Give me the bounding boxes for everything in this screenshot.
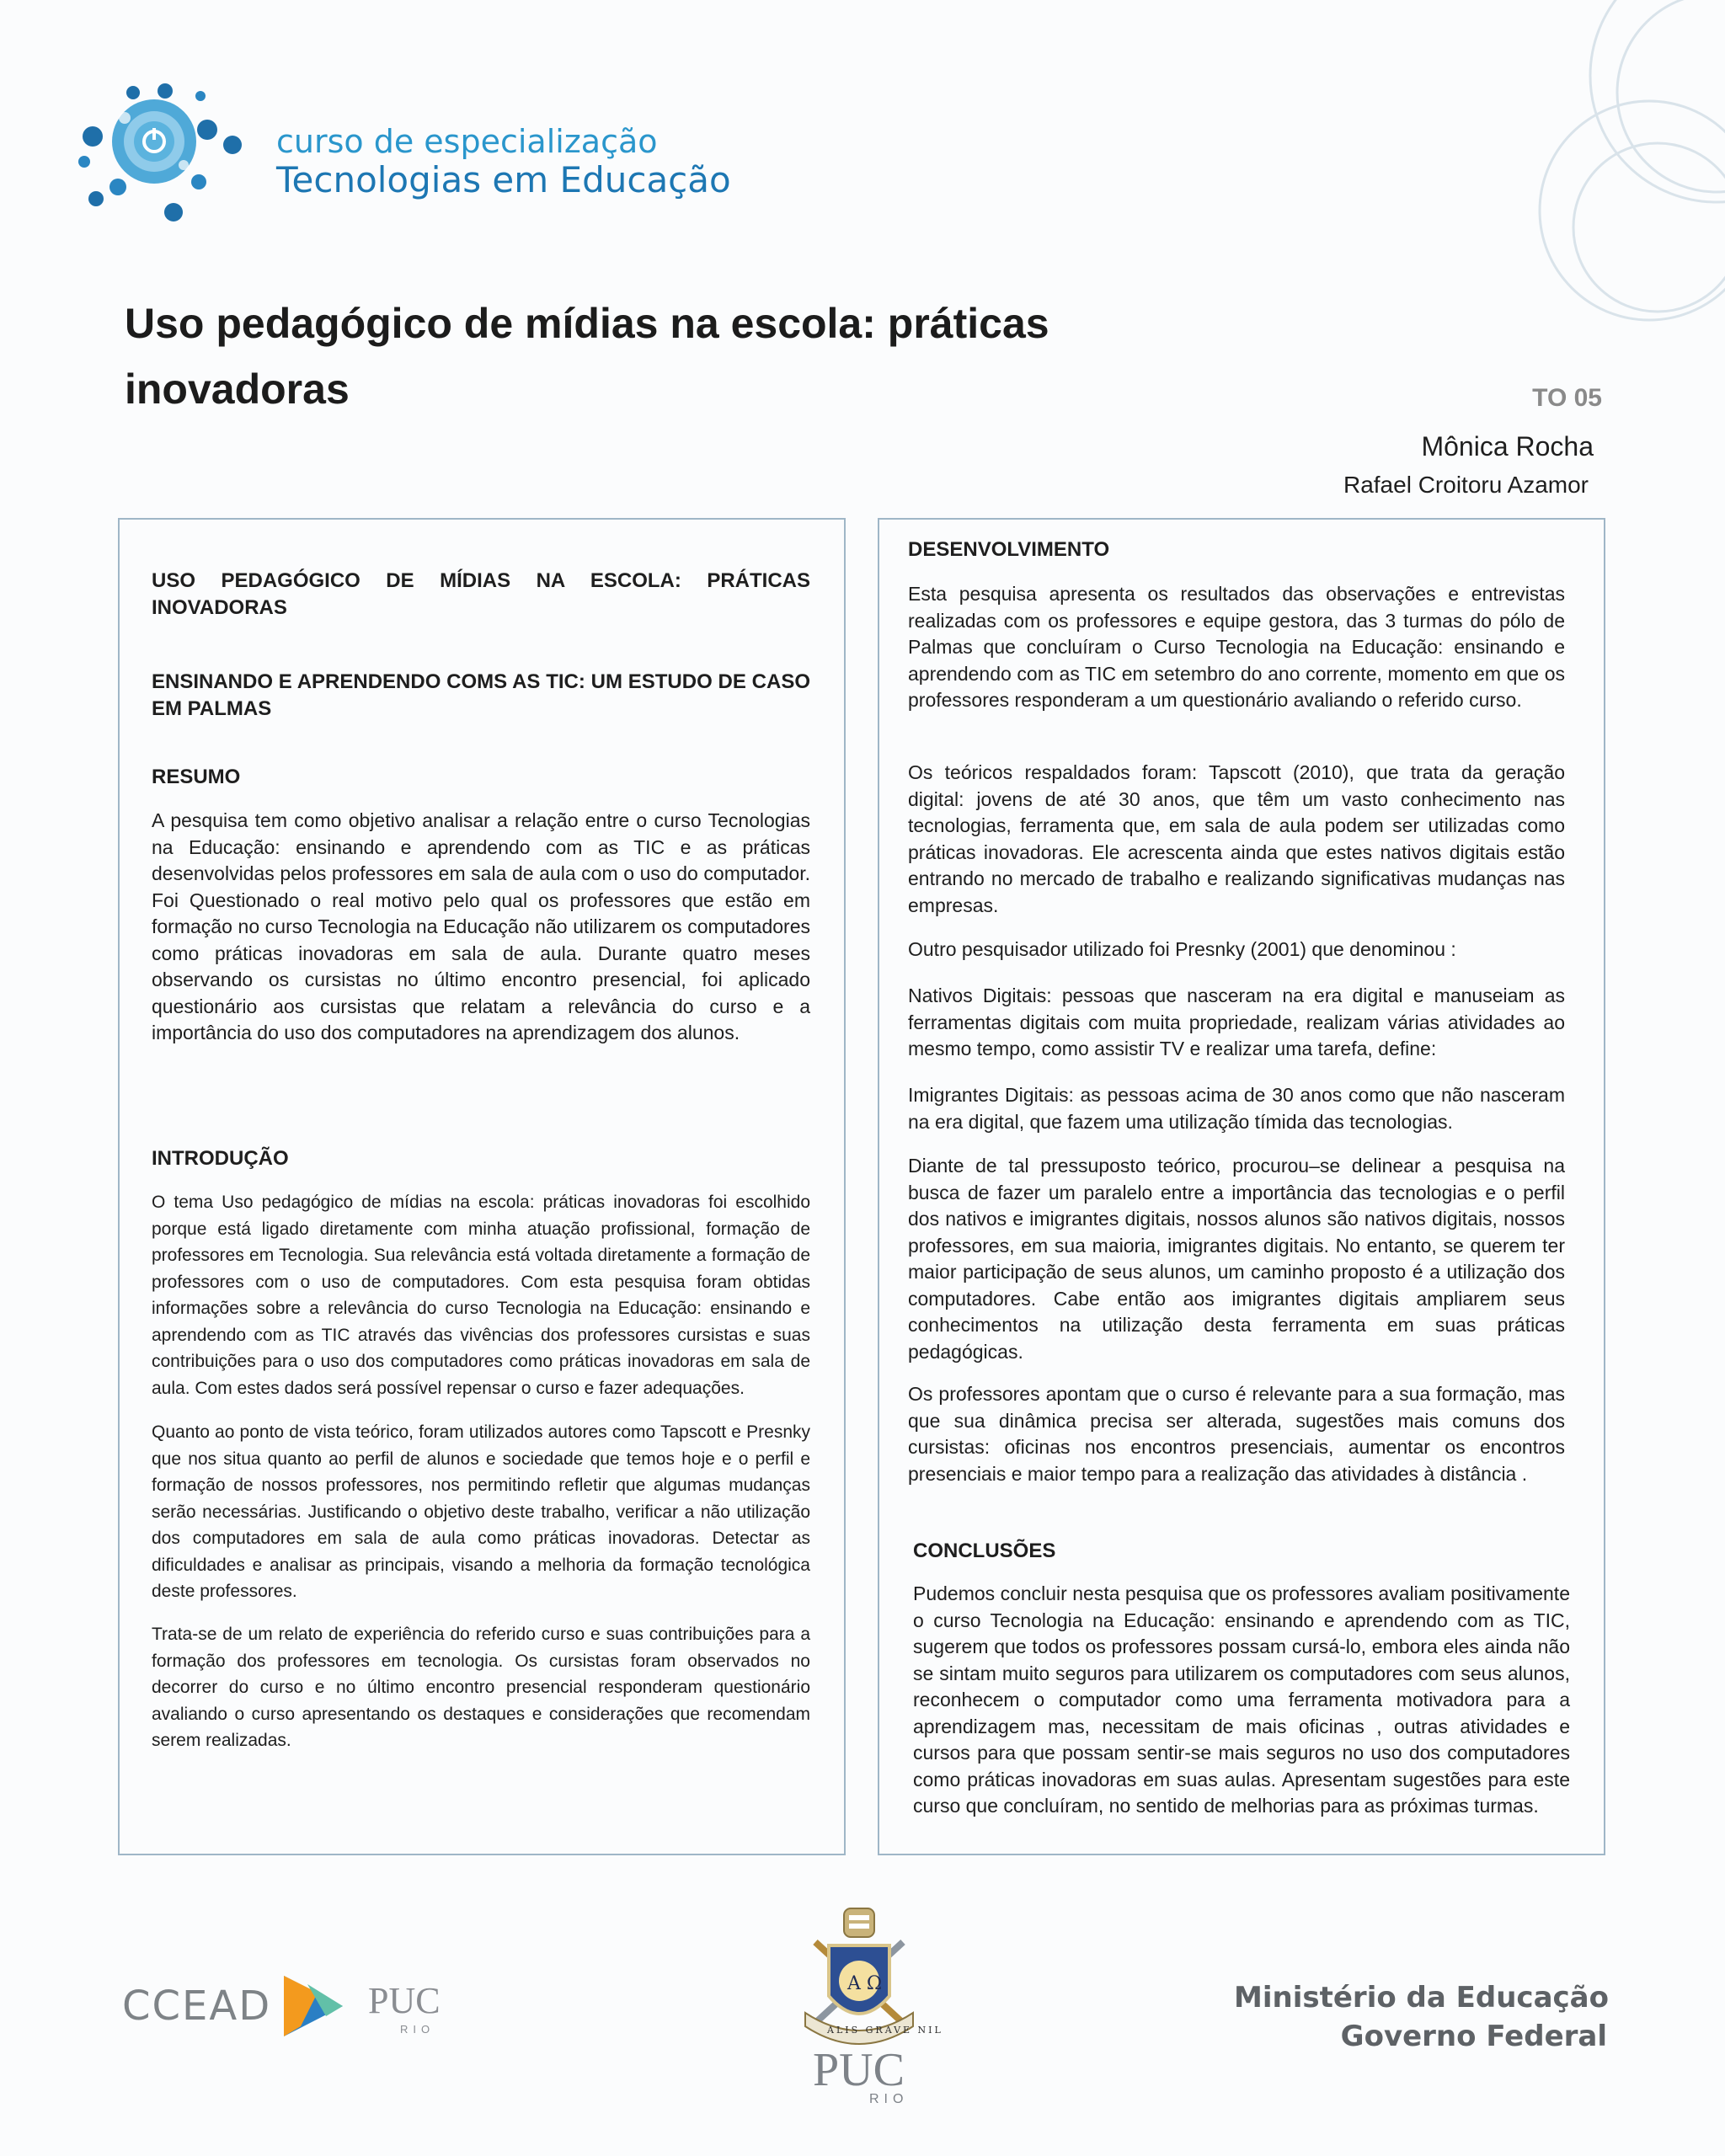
- desenvolvimento-title: DESENVOLVIMENTO: [908, 538, 1110, 561]
- governo-text: Governo Federal: [1340, 2020, 1607, 2053]
- introducao-paragraph-1: O tema Uso pedagógico de mídias na escola: práticas inovadoras foi escolhido porque está ligado diretamente com minha atuação profissional, formação de professores em Tecnologia. Sua relevância está voltada diretamente a formação de professores com o uso de computadores. Com esta pesquisa foram obtidas informações sobre a relevância do curso Tecnologia na Educação: ensinando e aprendendo com as TIC através das vivências dos professores cursistas e suas contribuições para o uso dos computadores como práticas inovadoras em sala de aula. Com estes dados será possível repensar o curso e fazer adequações.: [152, 1193, 810, 1398]
- desenvolvimento-paragraph-7: Os professores apontam que o curso é relevante para a sua formação, mas que sua dinâmica precisa ser alterada, sugestões mais comuns dos cursistas: oficinas nos encontros presenciais, aumentar os encontros presenciais e maior tempo para a realização das atividades à distância .: [908, 1383, 1565, 1485]
- course-logo-icon: [74, 81, 251, 232]
- resumo-text: A pesquisa tem como objetivo analisar a relação entre o curso Tecnologias na Educação: ensinando e aprendendo com as TIC e as práticas desenvolvidas pelos professores em sala de aula com o uso do computador. Foi Questionado o real motivo pelo qual os professores que estão em formação no curso Tecnologia na Educação não utilizarem os computadores como práticas inovadoras em sala de aula. Durante quatro meses observando os cursistas no último encontro presencial, foi aplicado questionário aos cursistas que relatam a relevância do curso e a importância do uso dos computadores na aprendizagem dos alunos.: [152, 809, 810, 1043]
- puc-big-rio: RIO: [869, 2092, 909, 2106]
- course-line1: curso de especialização: [276, 123, 658, 160]
- author-primary: Mônica Rocha: [1421, 431, 1594, 462]
- ccead-puc-logo: [122, 1964, 459, 2040]
- course-name: [276, 123, 731, 200]
- document-code: TO 05: [1532, 384, 1602, 412]
- conclusoes-title: CONCLUSÕES: [913, 1540, 1056, 1562]
- introducao-title: INTRODUÇÃO: [152, 1147, 289, 1170]
- resumo-title: RESUMO: [152, 766, 241, 788]
- desenvolvimento-paragraph-2: Os teóricos respaldados foram: Tapscott (2010), que trata da geração digital: jovens de até 30 anos, que têm um vasto conhecimento nas tecnologias, ferramenta que, em sala de aula podem ser utilizadas como práticas inovadoras. Ele acrescenta ainda que estes nativos digitais estão entrando no mercado de trabalho e realizando significativas mudanças nas empresas.: [908, 761, 1565, 916]
- right-panel: [878, 518, 1605, 1855]
- puc-text: PUC: [368, 1980, 441, 2021]
- introducao-paragraph-3: Trata-se de um relato de experiência do referido curso e suas contribuições para a formação dos professores em tecnologia. Os cursistas foram observados no decorrer do curso e no último encontro presencial responderam questionário avaliando o curso apresentando os destaques e considerações que recomendam serem realizadas.: [152, 1625, 810, 1750]
- decorative-circles: [1439, 0, 1725, 337]
- desenvolvimento-paragraph-5: Imigrantes Digitais: as pessoas acima de 30 anos como que não nasceram na era digital, que fazem uma utilização tímida das tecnologias.: [908, 1084, 1565, 1133]
- course-line2: Tecnologias em Educação: [276, 159, 731, 200]
- ccead-logo-icon: [267, 1967, 351, 2045]
- crest-letters: A Ω: [847, 1973, 883, 1994]
- puc-big-text: PUC: [813, 2044, 905, 2096]
- sub-heading: ENSINANDO E APRENDENDO COMS AS TIC: UM ESTUDO DE CASO EM PALMAS: [152, 670, 810, 720]
- main-heading: USO PEDAGÓGICO DE MÍDIAS NA ESCOLA: PRÁTICAS INOVADORAS: [152, 569, 810, 619]
- ccead-text: CCEAD: [122, 1983, 272, 2030]
- rio-text: RIO: [400, 2023, 435, 2036]
- page-title: Uso pedagógico de mídias na escola: práticas inovadoras: [125, 300, 1049, 413]
- left-panel: [118, 518, 846, 1855]
- desenvolvimento-paragraph-4: Nativos Digitais: pessoas que nasceram na era digital e manuseiam as ferramentas digitais com muita propriedade, realizam várias atividades ao mesmo tempo, como assistir TV e realizar uma tarefa, define:: [908, 985, 1565, 1059]
- crest-motto: ALIS GRAVE NIL: [827, 2025, 943, 2036]
- introducao-paragraph-2: Quanto ao ponto de vista teórico, foram utilizados autores como Tapscott e Presnky que nos situa quanto ao perfil de alunos e sociedade que temos hoje e o perfil e formação de nossos professores, nos permitindo refletir que algumas mudanças serão necessárias. Justificando o objetivo deste trabalho, verificar a não utilização dos computadores em sala de aula como práticas inovadoras. Detectar as dificuldades e analisar as principais, visando a melhoria da formação tecnológica deste professores.: [152, 1422, 810, 1601]
- author-secondary: Rafael Croitoru Azamor: [1343, 472, 1589, 498]
- ministerio-text: Ministério da Educação: [1234, 1981, 1609, 2015]
- desenvolvimento-paragraph-1: Esta pesquisa apresenta os resultados das observações e entrevistas realizadas com os professores e equipe gestora, das 3 turmas do pólo de Palmas que concluíram o Curso Tecnologia na Educação: ensinando e aprendendo com as TIC em setembro do ano corrente, momento em que os professores responderam a um questionário avaliando o referido curso.: [908, 583, 1565, 711]
- conclusoes-text: Pudemos concluir nesta pesquisa que os professores avaliam positivamente o curso Tecnologia na Educação: ensinando e aprendendo com as TIC, sugerem que todos os professores possam cursá-lo, embora eles ainda não se sintam muito seguros para utilizarem os computadores com seus alunos, reconhecem o computador como uma ferramenta motivadora para a aprendizagem mas, necessitam de mais oficinas , outras atividades e cursos para que possam sentir-se mais seguros no uso dos computadores como práticas inovadoras em suas aulas. Apresentam sugestões para este curso que concluíram, no sentido de melhorias para as próximas turmas.: [913, 1582, 1570, 1817]
- desenvolvimento-paragraph-3: Outro pesquisador utilizado foi Presnky (2001) que denominou :: [908, 938, 1456, 960]
- desenvolvimento-paragraph-6: Diante de tal pressuposto teórico, procurou–se delinear a pesquisa na busca de fazer um paralelo entre a importância das tecnologias e o perfil dos nativos e imigrantes digitais, nossos alunos são nativos digitais, nossos professores, em sua maioria, imigrantes digitais. No entanto, se querem ter maior participação de seus alunos, um caminho proposto é a utilização dos computadores. Cabe então aos imigrantes digitais ampliarem seus conhecimentos na utilização desta ferramenta em suas práticas pedagógicas.: [908, 1155, 1565, 1363]
